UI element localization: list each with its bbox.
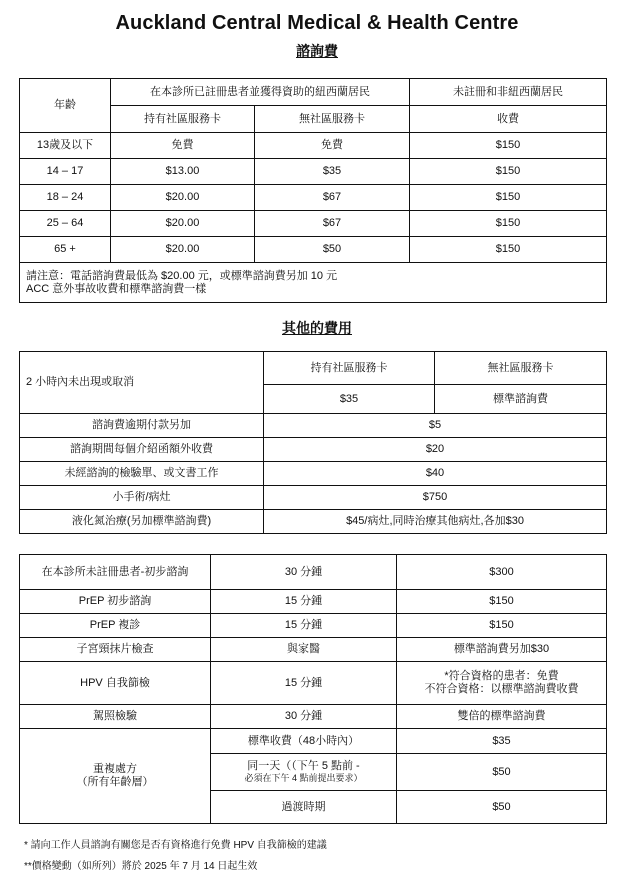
with-card-cell: $13.00 (111, 159, 255, 185)
table-row (20, 211, 607, 237)
service-fee: 雙倍的標準諮詢費 (397, 705, 607, 729)
services-table (19, 554, 607, 824)
repeat-option-fee: $35 (397, 729, 607, 754)
service-name: 駕照檢驗 (20, 705, 211, 729)
other-fees-title: 其他的費用 (282, 320, 352, 336)
repeat-label-line2: （所有年齡層） (76, 776, 154, 788)
service-fee (397, 662, 607, 705)
table-row (20, 486, 607, 510)
fees-note-line2: ACC 意外事故收費和標準諮詢費一樣 (26, 282, 207, 295)
age-cell: 65 + (20, 237, 111, 263)
clinic-title: Auckland Central Medical & Health Centre (115, 12, 519, 34)
table-row (20, 510, 607, 534)
table-row (20, 614, 607, 638)
service-name: 子宮頸抹片檢查 (20, 638, 211, 662)
table-row (20, 438, 607, 462)
without-card-header: 無社區服務卡 (255, 106, 410, 133)
service-fee: 標準諮詢費另加$30 (397, 638, 607, 662)
service-name: PrEP 複診 (20, 614, 211, 638)
fee-value: $5 (264, 414, 607, 438)
fee-value: $20 (264, 438, 607, 462)
service-fee-line1: *符合資格的患者：免費 (444, 670, 559, 682)
service-fee-line2: 不符合資格：以標準諮詢費收費 (424, 683, 579, 695)
unregistered-cell: $150 (410, 211, 607, 237)
service-name: PrEP 初步諮詢 (20, 590, 211, 614)
fee-header: 收費 (410, 106, 607, 133)
repeat-option-fee: $50 (397, 791, 607, 824)
with-card-cell: $20.00 (111, 237, 255, 263)
service-duration: 30 分鍾 (211, 555, 397, 590)
without-card-cell: $67 (255, 211, 410, 237)
repeat-option-name: 標準收費（48小時內） (211, 729, 397, 754)
table-row (20, 159, 607, 185)
fee-label: 液化氮治療(另加標準諮詢費) (20, 510, 264, 534)
service-fee: $150 (397, 590, 607, 614)
table-row (20, 133, 607, 159)
noshow-label: 2 小時內未出現或取消 (20, 352, 264, 414)
unregistered-cell: $150 (410, 185, 607, 211)
fees-note-line1: 請注意：電話諮詢費最低為 $20.00 元，或標準諮詢費另加 10 元 (26, 269, 338, 282)
age-header: 年齡 (20, 79, 111, 133)
age-cell: 25 – 64 (20, 211, 111, 237)
fee-label: 未經諮詢的檢驗單、或文書工作 (20, 462, 264, 486)
noshow-with-card-fee: $35 (264, 385, 435, 414)
with-card-cell: $20.00 (111, 211, 255, 237)
without-card-cell: $67 (255, 185, 410, 211)
unregistered-group-header: 未註冊和非紐西蘭居民 (410, 79, 607, 106)
age-cell: 13歲及以下 (20, 133, 111, 159)
with-card-header: 持有社區服務卡 (111, 106, 255, 133)
table-row (20, 662, 607, 705)
footnote-price-change: **價格變動（如所列）將於 2025 年 7 月 14 日起生效 (24, 861, 258, 872)
fee-value: $750 (264, 486, 607, 510)
table-row (20, 237, 607, 263)
fees-note (20, 263, 607, 303)
service-name: HPV 自我篩檢 (20, 662, 211, 705)
unregistered-cell: $150 (410, 133, 607, 159)
table-row (20, 555, 607, 590)
service-duration: 30 分鍾 (211, 705, 397, 729)
table-row (20, 705, 607, 729)
without-card-cell: $35 (255, 159, 410, 185)
repeat-option-line1: 同一天（（下午 5 點前 - (247, 760, 360, 772)
service-name: 在本診所未註冊患者-初步諮詢 (20, 555, 211, 590)
service-duration: 與家醫 (211, 638, 397, 662)
fee-label: 諮詢費逾期付款另加 (20, 414, 264, 438)
service-fee: $150 (397, 614, 607, 638)
fee-value: $40 (264, 462, 607, 486)
fee-label: 小手術/病灶 (20, 486, 264, 510)
unregistered-cell: $150 (410, 237, 607, 263)
other-fees-table (19, 351, 607, 534)
fee-label: 諮詢期間每個介紹函額外收費 (20, 438, 264, 462)
table-row (20, 590, 607, 614)
fee-value: $45/病灶,同時治療其他病灶,各加$30 (264, 510, 607, 534)
registered-group-header: 在本診所已註冊患者並獲得資助的紐西蘭居民 (111, 79, 410, 106)
page-subtitle: 諮詢費 (296, 43, 338, 59)
table-row (20, 414, 607, 438)
table-row (20, 185, 607, 211)
noshow-with-card-header: 持有社區服務卡 (264, 352, 435, 385)
with-card-cell: 免費 (111, 133, 255, 159)
noshow-without-card-header: 無社區服務卡 (435, 352, 607, 385)
service-fee: $300 (397, 555, 607, 590)
service-duration: 15 分鍾 (211, 662, 397, 705)
noshow-without-card-fee: 標準諮詢費 (435, 385, 607, 414)
table-row (20, 638, 607, 662)
repeat-prescription-label (20, 729, 211, 824)
age-cell: 14 – 17 (20, 159, 111, 185)
service-duration: 15 分鍾 (211, 614, 397, 638)
repeat-option-fee: $50 (397, 754, 607, 791)
with-card-cell: $20.00 (111, 185, 255, 211)
table-row (20, 729, 607, 754)
footnote-hpv: * 請向工作人員諮詢有關您是否有資格進行免費 HPV 自我篩檢的建議 (24, 840, 327, 851)
unregistered-cell: $150 (410, 159, 607, 185)
consultation-fees-table (19, 78, 607, 303)
service-duration: 15 分鍾 (211, 590, 397, 614)
without-card-cell: $50 (255, 237, 410, 263)
repeat-option-name (211, 754, 397, 791)
age-cell: 18 – 24 (20, 185, 111, 211)
repeat-option-name: 過渡時期 (211, 791, 397, 824)
repeat-label-line1: 重複處方 (93, 763, 137, 775)
repeat-option-line2: 必須在下午 4 點前提出要求） (244, 773, 363, 783)
table-row (20, 462, 607, 486)
without-card-cell: 免費 (255, 133, 410, 159)
